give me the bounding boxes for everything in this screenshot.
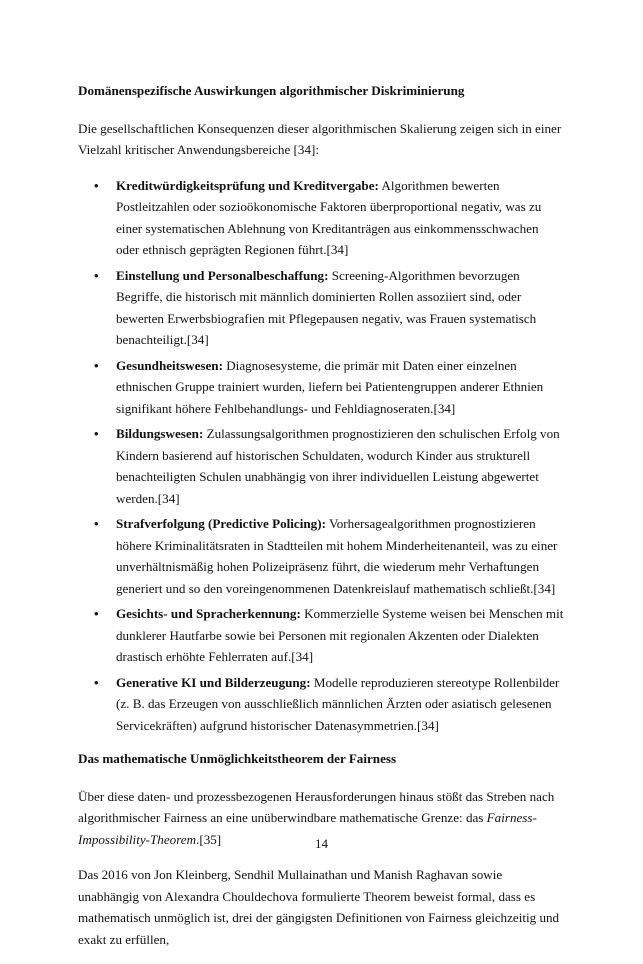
list-item-generative-ai bbox=[78, 672, 565, 737]
bullet-icon: • bbox=[94, 516, 99, 531]
bullet-icon: • bbox=[94, 426, 99, 441]
item-text: Algorithmen bewerten Postleitzahlen oder sozioökonomische Faktoren überproportional negativ, was zu einer systematischen Ablehnung von Kreditanträgen aus einkommensschwachen oder ethnisch geprägten Regionen führt.[34] bbox=[116, 177, 542, 257]
theorem-paragraph: Das 2016 von Jon Kleinberg, Sendhil Mullainathan und Manish Raghavan sowie unabhängig von Alexandra Chouldechova formulierte Theorem beweist formal, dass es mathematisch unmöglich ist, drei der gängigsten Definitionen von Fairness gleichzeitig und exakt zu erfüllen, bbox=[78, 867, 560, 947]
item-term: Gesundheitswesen: bbox=[116, 357, 223, 373]
bullet-icon: • bbox=[94, 606, 99, 621]
section-heading-discrimination: Domänenspezifische Auswirkungen algorithmischer Diskriminierung bbox=[78, 83, 465, 98]
bullet-icon: • bbox=[94, 177, 99, 193]
item-text: Screening-Algorithmen bevorzugen Begriffe, die historisch mit männlich dominierten Rollen assoziiert sind, oder bewerten Erwerbsbiografien mit Pflegepausen negativ, was Frauen systematisch benachteiligt.[34] bbox=[116, 267, 537, 347]
intro-paragraph: Die gesellschaftlichen Konsequenzen dieser algorithmischen Skalierung zeigen sich in einer Vielzahl kritischer Anwendungsbereiche [34]: bbox=[78, 120, 562, 157]
item-term: Einstellung und Personalbeschaffung: bbox=[116, 267, 329, 283]
bullet-icon: • bbox=[94, 267, 99, 283]
list-item-recognition bbox=[78, 603, 565, 668]
bullet-icon: • bbox=[94, 674, 99, 690]
list-item-health bbox=[78, 355, 565, 420]
page-body bbox=[78, 80, 565, 964]
item-text: Zulassungsalgorithmen prognostizieren den schulischen Erfolg von Kindern basierend auf historischen Schuldaten, wodurch Kinder aus strukturell benachteiligten Schulen unabhängig von ihrer individuellen Leistung abgewertet werden.[34] bbox=[116, 426, 560, 506]
citation: .[35] bbox=[196, 831, 222, 847]
section-heading-impossibility: Das mathematische Unmöglichkeitstheorem der Fairness bbox=[78, 751, 397, 766]
application-areas-list bbox=[78, 175, 565, 737]
item-text: Modelle reproduzieren stereotype Rollenbilder (z. B. das Erzeugen von ausschließlich männlichen Ärzten oder asiatisch gelesenen Servicekräften) aufgrund historischer Datenasymmetrien.[34] bbox=[116, 674, 560, 733]
item-text: Vorhersagealgorithmen prognostizieren höhere Kriminalitätsraten in Stadtteilen mit hohem Minderheitenanteil, was zu einer unverhältnismäßig hohen Polizeipräsenz führt, die wiederum mehr Verhaftungen generiert und so den voreingenommenen Datenkreislauf mathematisch schließt.[34] bbox=[116, 516, 558, 596]
item-text: Diagnosesysteme, die primär mit Daten einer einzelnen ethnischen Gruppe trainiert wurden, liefern bei Patientengruppen anderer Ethnien signifikant höhere Fehlbehandlungs- und Fehldiagnoseraten.[34] bbox=[116, 357, 544, 416]
list-item-hiring bbox=[78, 265, 565, 351]
item-term: Generative KI und Bilderzeugung: bbox=[116, 674, 311, 690]
page-number: 14 bbox=[315, 836, 328, 851]
item-term: Gesichts- und Spracherkennung: bbox=[116, 606, 301, 621]
item-text: Kommerzielle Systeme weisen bei Menschen mit dunklerer Hautfarbe sowie bei Personen mit regionalen Akzenten oder Dialekten drastisch erhöhte Fehlerraten auf.[34] bbox=[116, 606, 564, 664]
item-term: Bildungswesen: bbox=[116, 426, 204, 441]
item-term: Kreditwürdigkeitsprüfung und Kreditvergabe: bbox=[116, 177, 379, 193]
paragraph-text: Über diese daten- und prozessbezogenen Herausforderungen hinaus stößt das Streben nach algorithmischer Fairness an eine unüberwindbare mathematische Grenze: das bbox=[78, 788, 555, 825]
list-item-credit bbox=[78, 175, 565, 261]
bullet-icon: • bbox=[94, 357, 99, 373]
item-term: Strafverfolgung (Predictive Policing): bbox=[116, 516, 326, 531]
theorem-name: Fairness-Impossibility-Theorem bbox=[78, 810, 537, 847]
list-item-education bbox=[78, 423, 565, 509]
list-item-policing bbox=[78, 513, 565, 599]
